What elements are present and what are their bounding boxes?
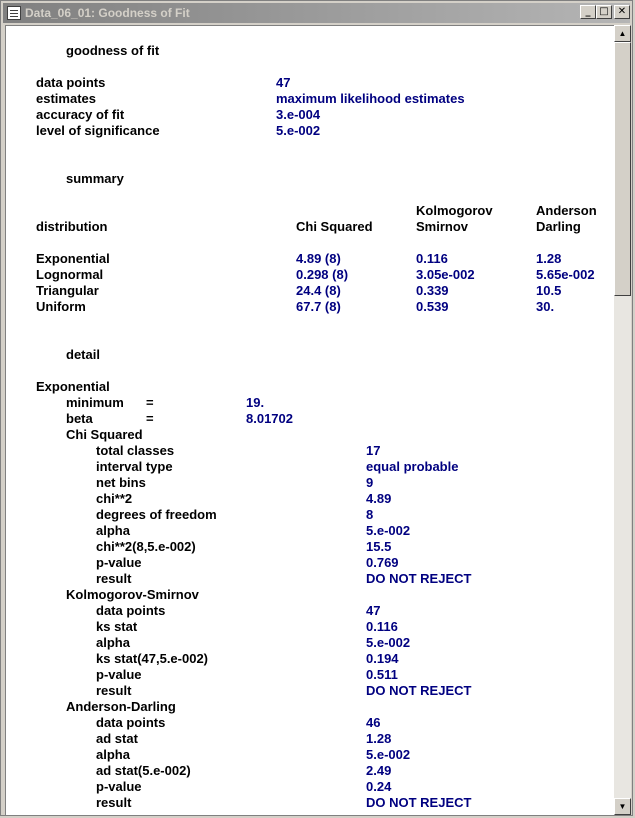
test-row-value: 0.769 <box>366 555 399 570</box>
test-result-ad: DO NOT REJECT <box>366 795 472 810</box>
detail-param-value: 8.01702 <box>246 411 293 426</box>
summary-row-ks: 0.339 <box>416 283 449 298</box>
summary-row-chi: 4.89 (8) <box>296 251 341 266</box>
detail-param-label: minimum <box>66 395 124 410</box>
test-row-label: ks stat <box>96 619 138 634</box>
test-row-value: 0.511 <box>366 667 398 682</box>
column-header-distribution: distribution <box>36 219 108 234</box>
title-bar[interactable] <box>3 3 630 23</box>
detail-param-eq: = <box>146 411 154 426</box>
section-title-summary: summary <box>66 171 124 186</box>
test-row-label: ad stat <box>96 731 138 746</box>
scroll-up-arrow-icon[interactable]: ▲ <box>614 25 631 42</box>
test-row-label: result <box>96 795 132 810</box>
detail-param-value: 19. <box>246 395 265 410</box>
test-row-value: equal probable <box>366 459 459 474</box>
test-row-label: chi**2(8,5.e-002) <box>96 539 196 554</box>
param-value: 3.e-004 <box>276 107 321 122</box>
document-icon[interactable] <box>7 6 21 20</box>
test-row-value: 17 <box>366 443 381 458</box>
test-result-ks: DO NOT REJECT <box>366 683 472 698</box>
test-row-label: ks stat(47,5.e-002) <box>96 651 209 666</box>
summary-row-name: Uniform <box>36 299 86 314</box>
column-header-ad-2: Darling <box>536 219 581 234</box>
summary-row-ad: 30. <box>536 299 555 314</box>
summary-row-ks: 0.116 <box>416 251 448 266</box>
test-row-label: interval type <box>96 459 173 474</box>
detail-param-eq: = <box>146 395 154 410</box>
param-label: level of significance <box>36 123 160 138</box>
test-row-value: 15.5 <box>366 539 392 554</box>
column-header-ad: Anderson <box>536 203 597 218</box>
test-row-value: 0.116 <box>366 619 398 634</box>
summary-row-chi: 0.298 (8) <box>296 267 349 282</box>
detail-distribution: Exponential <box>36 379 110 394</box>
test-row-label: result <box>96 571 132 586</box>
test-row-label: p-value <box>96 555 142 570</box>
summary-row-ks: 3.05e-002 <box>416 267 475 282</box>
summary-row-ks: 0.539 <box>416 299 449 314</box>
test-row-value: 46 <box>366 715 381 730</box>
test-row-label: chi**2 <box>96 491 133 506</box>
test-row-label: alpha <box>96 523 130 538</box>
summary-row-ad: 1.28 <box>536 251 562 266</box>
test-row-label: alpha <box>96 747 130 762</box>
test-row-value: 2.49 <box>366 763 392 778</box>
detail-param-label: beta <box>66 411 93 426</box>
summary-row-ad: 10.5 <box>536 283 562 298</box>
maximize-button[interactable]: □ <box>596 5 612 19</box>
test-row-value: 5.e-002 <box>366 635 411 650</box>
param-label: data points <box>36 75 106 90</box>
summary-row-ad: 5.65e-002 <box>536 267 595 282</box>
close-button[interactable]: ✕ <box>614 5 630 19</box>
scroll-thumb[interactable] <box>614 42 631 296</box>
test-row-value: 8 <box>366 507 374 522</box>
summary-row-name: Triangular <box>36 283 99 298</box>
test-row-label: result <box>96 683 132 698</box>
test-row-value: 47 <box>366 603 381 618</box>
param-value: 47 <box>276 75 291 90</box>
summary-row-name: Exponential <box>36 251 110 266</box>
section-title-goodness: goodness of fit <box>66 43 160 58</box>
report-content <box>5 25 614 815</box>
test-title-ad: Anderson-Darling <box>66 699 176 714</box>
test-row-label: degrees of freedom <box>96 507 217 522</box>
test-row-value: 5.e-002 <box>366 747 411 762</box>
summary-row-chi: 67.7 (8) <box>296 299 341 314</box>
test-row-label: ad stat(5.e-002) <box>96 763 191 778</box>
vertical-scrollbar[interactable] <box>614 25 631 815</box>
test-title-chi: Chi Squared <box>66 427 143 442</box>
test-title-ks: Kolmogorov-Smirnov <box>66 587 199 602</box>
param-value: maximum likelihood estimates <box>276 91 465 106</box>
window-title: Data_06_01: Goodness of Fit <box>25 6 190 20</box>
test-row-value: 4.89 <box>366 491 392 506</box>
test-row-label: data points <box>96 603 166 618</box>
test-row-label: data points <box>96 715 166 730</box>
test-row-label: p-value <box>96 779 142 794</box>
test-row-value: 0.194 <box>366 651 399 666</box>
scroll-down-arrow-icon[interactable]: ▼ <box>614 798 631 815</box>
section-title-detail: detail <box>66 347 100 362</box>
test-row-value: 5.e-002 <box>366 523 411 538</box>
test-row-label: alpha <box>96 635 130 650</box>
param-label: accuracy of fit <box>36 107 125 122</box>
summary-row-chi: 24.4 (8) <box>296 283 341 298</box>
test-row-value: 1.28 <box>366 731 392 746</box>
test-row-label: p-value <box>96 667 142 682</box>
test-row-label: total classes <box>96 443 175 458</box>
summary-row-name: Lognormal <box>36 267 104 282</box>
column-header-ks: Kolmogorov <box>416 203 493 218</box>
test-row-label: net bins <box>96 475 146 490</box>
minimize-button[interactable]: _ <box>580 5 596 19</box>
param-label: estimates <box>36 91 96 106</box>
test-row-value: 9 <box>366 475 374 490</box>
param-value: 5.e-002 <box>276 123 321 138</box>
column-header-ks-2: Smirnov <box>416 219 469 234</box>
test-row-value: 0.24 <box>366 779 392 794</box>
test-result-chi: DO NOT REJECT <box>366 571 472 586</box>
column-header-chi: Chi Squared <box>296 219 373 234</box>
